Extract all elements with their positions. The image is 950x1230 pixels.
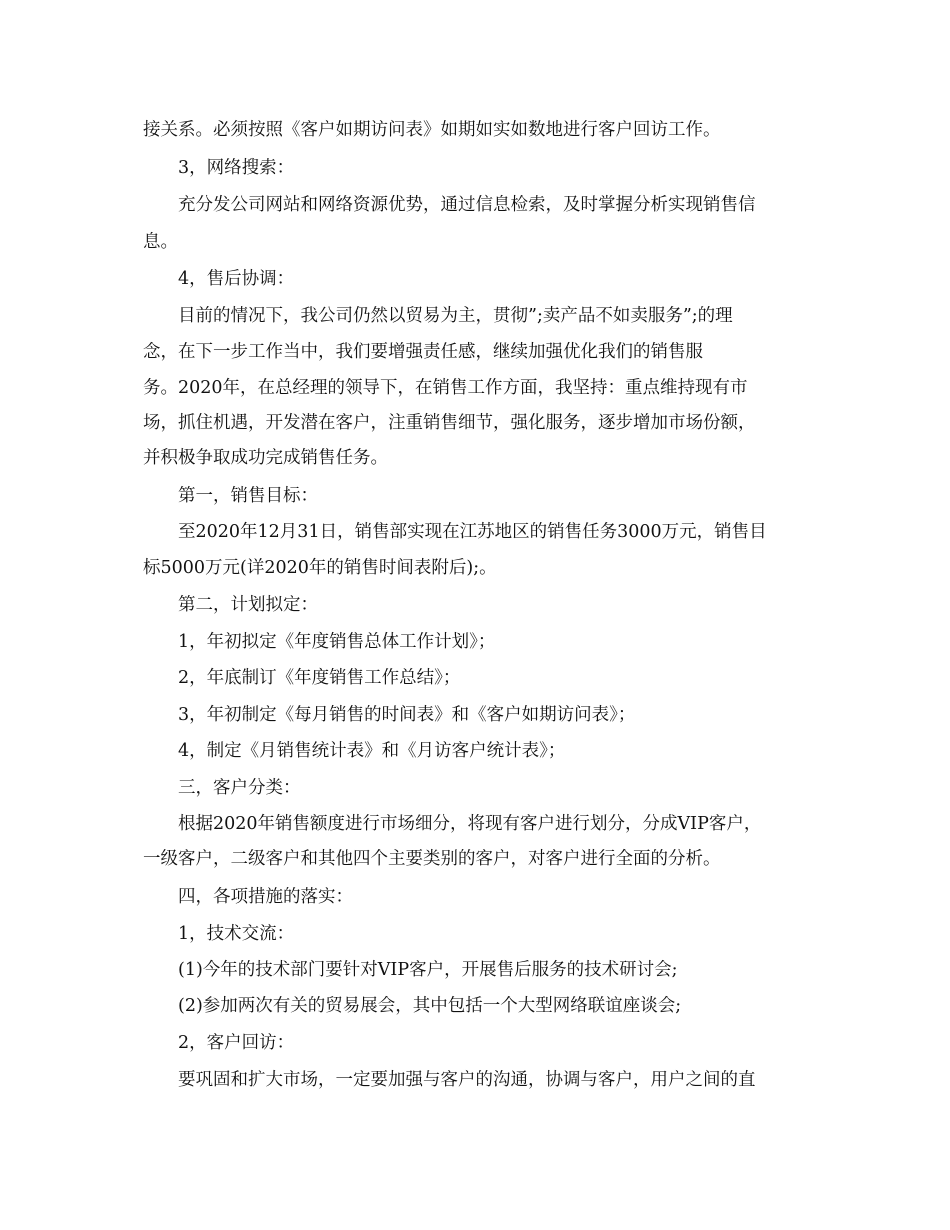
text-line: 并积极争取成功完成销售任务。 [143,448,388,468]
text-line: 接关系。必须按照《客户如期访问表》如期如实如数地进行客户回访工作。 [143,120,721,140]
section-heading: 4，售后协调： [178,269,295,289]
section-heading: 第二，计划拟定： [178,595,318,615]
text-line: 目前的情况下，我公司仍然以贸易为主，贯彻”;卖产品不如卖服务”;的理 [178,306,733,326]
section-heading: 1，技术交流： [178,924,295,944]
text-line: 根据2020年销售额度进行市场细分，将现有客户进行划分，分成VIP客户， [178,814,762,834]
text-line: 充分发公司网站和网络资源优势，通过信息检索，及时掌握分析实现销售信 [178,195,756,215]
section-heading: 第一，销售目标： [178,486,318,506]
list-item: 4，制定《月销售统计表》和《月访客户统计表》； [178,741,566,761]
text-line: 一级客户，二级客户和其他四个主要类别的客户，对客户进行全面的分析。 [143,849,721,869]
section-heading: 三，客户分类： [178,778,301,798]
section-heading: 四，各项措施的落实： [178,887,353,907]
text-line: 至2020年12月31日，销售部实现在江苏地区的销售任务3000万元，销售目 [178,522,767,542]
text-line: 要巩固和扩大市场，一定要加强与客户的沟通，协调与客户，用户之间的直 [178,1070,756,1090]
text-line: 场，抓住机遇，开发潜在客户，注重销售细节，强化服务，逐步增加市场份额， [143,413,756,433]
section-heading: 3，网络搜索： [178,158,295,178]
list-item: (1)今年的技术部门要针对VIP客户，开展售后服务的技术研讨会; [178,960,678,980]
section-heading: 2，客户回访： [178,1033,295,1053]
list-item: 2，年底制订《年度销售工作总结》； [178,668,461,688]
list-item: 1，年初拟定《年度销售总体工作计划》； [178,632,496,652]
list-item: 3，年初制定《每月销售的时间表》和《客户如期访问表》； [178,705,636,725]
text-line: 念，在下一步工作当中，我们要增强责任感，继续加强优化我们的销售服 [143,342,703,362]
text-line: 息。 [143,232,178,252]
list-item: (2)参加两次有关的贸易展会，其中包括一个大型网络联谊座谈会; [178,996,682,1016]
text-line: 标5000万元(详2020年的销售时间表附后);。 [143,558,497,578]
text-line: 务。2020年，在总经理的领导下，在销售工作方面，我坚持：重点维持现有市 [143,378,748,398]
